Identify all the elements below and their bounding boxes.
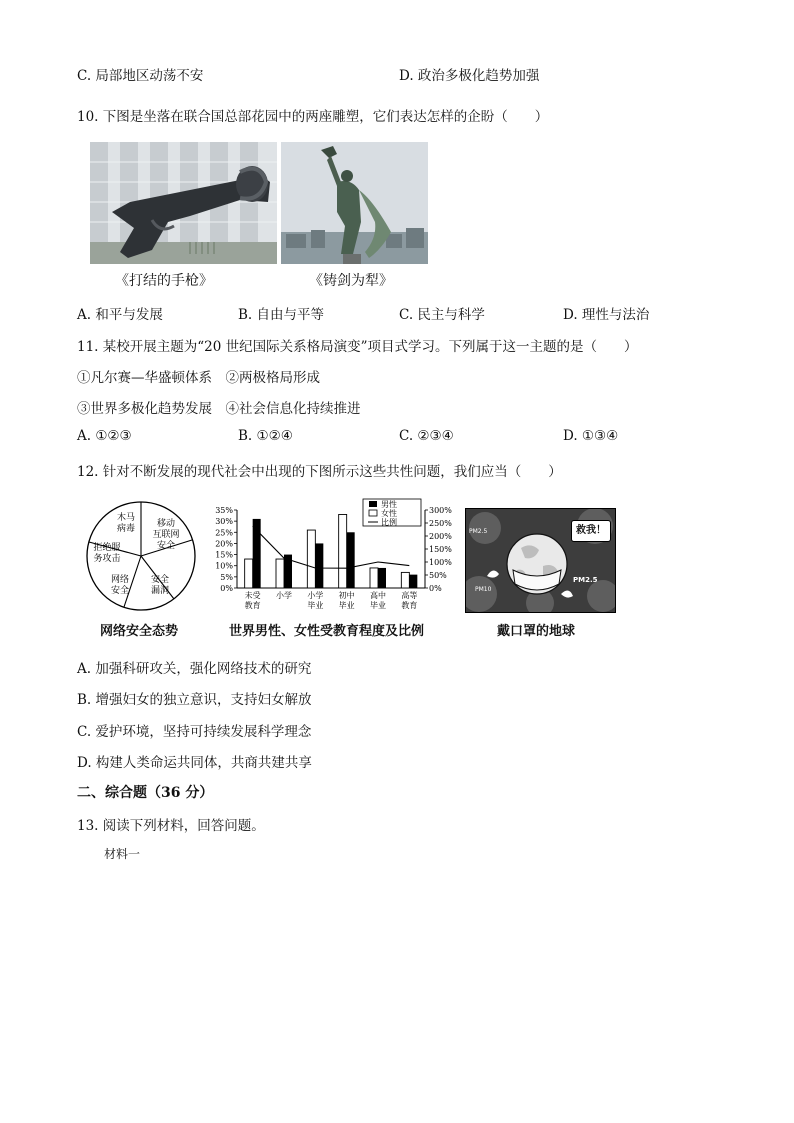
- cartoon-speech-bubble: 救我！: [571, 520, 611, 542]
- q10-option-c: C. 民主与科学: [399, 307, 485, 323]
- pie-label-network: 网络安全: [110, 575, 130, 596]
- y-tick-label-right: 100%: [429, 558, 452, 567]
- x-tick-label: 高中毕业: [370, 591, 386, 610]
- q10-option-b: B. 自由与平等: [238, 307, 325, 323]
- network-security-pie: [84, 498, 202, 620]
- q11-option-b: B. ①②④: [238, 428, 293, 444]
- q10-option-d: D. 理性与法治: [563, 307, 650, 323]
- bar-male: [315, 543, 323, 588]
- education-bar-chart: [205, 496, 460, 618]
- y-tick-label-left: 15%: [215, 550, 233, 560]
- cartoon-title: 戴口罩的地球: [497, 624, 576, 639]
- section2-heading: 二、综合题（36 分）: [77, 785, 214, 801]
- y-tick-label-left: 30%: [215, 517, 233, 527]
- y-tick-label-left: 10%: [215, 561, 233, 571]
- caption-swords-to-plowshares: 《铸剑为犁》: [309, 273, 393, 289]
- y-tick-label-right: 200%: [429, 532, 452, 541]
- x-tick-label: 高等教育: [401, 591, 418, 610]
- legend-male-swatch: [369, 501, 377, 507]
- y-tick-label-right: 250%: [429, 519, 452, 528]
- x-tick-label: 小学: [276, 591, 292, 600]
- y-tick-label-right: 300%: [429, 506, 452, 515]
- q12-option-a: A. 加强科研攻关，强化网络技术的研究: [77, 661, 312, 677]
- y-tick-label-right: 50%: [429, 571, 447, 580]
- q13-stem: 13. 阅读下列材料，回答问题。: [77, 818, 265, 834]
- q13-material-label: 材料一: [104, 847, 141, 861]
- cartoon-label-pm10: PM10: [475, 586, 492, 593]
- q11-stem: 11. 某校开展主题为“20 世纪国际关系格局演变”项目式学习。下列属于这一主题的是（ ）: [77, 339, 638, 355]
- y-tick-label-left: 25%: [215, 528, 233, 538]
- q12-option-d: D. 构建人类命运共同体，共商共建共享: [77, 755, 312, 771]
- legend-female: 女性: [381, 509, 397, 518]
- bar-male: [378, 568, 386, 588]
- legend-female-swatch: [369, 510, 377, 516]
- y-tick-label-right: 0%: [429, 584, 442, 593]
- y-tick-label-left: 35%: [215, 506, 233, 515]
- bar-female: [370, 568, 378, 588]
- masked-earth-cartoon: [465, 508, 616, 613]
- y-tick-label-left: 20%: [215, 539, 233, 549]
- q11-option-d: D. ①③④: [563, 428, 619, 444]
- bar-chart-title: 世界男性、女性受教育程度及比例: [229, 624, 425, 639]
- q10-option-a: A. 和平与发展: [77, 307, 163, 323]
- q10-stem: 10. 下图是坐落在联合国总部花园中的两座雕塑，它们表达怎样的企盼（ ）: [77, 109, 549, 125]
- q12-option-c: C. 爱护环境，坚持可持续发展科学理念: [77, 724, 312, 740]
- bar-male: [347, 532, 355, 588]
- bar-female: [339, 514, 347, 588]
- pie-label-mobile: 移动互联网安全: [152, 519, 180, 551]
- legend-male: 男性: [381, 500, 397, 509]
- pie-label-trojan: 木马病毒: [116, 513, 136, 534]
- y-tick-label-right: 150%: [429, 545, 452, 554]
- bar-female: [245, 559, 253, 588]
- x-tick-label: 未受教育: [244, 591, 261, 610]
- bar-female: [401, 572, 409, 588]
- pie-title: 网络安全态势: [100, 624, 179, 639]
- pie-label-dos: 拒绝服务攻击: [93, 543, 121, 564]
- x-tick-label: 初中毕业: [338, 591, 355, 610]
- caption-knotted-gun: 《打结的手枪》: [115, 273, 213, 289]
- chart-legend: [363, 499, 421, 527]
- q12-option-b: B. 增强妇女的独立意识，支持妇女解放: [77, 692, 312, 708]
- swords-to-plowshares-sculpture-image: [281, 142, 428, 264]
- bar-male: [409, 575, 417, 588]
- q11-option-a: A. ①②③: [77, 428, 132, 444]
- cartoon-label-pm25-top: PM2.5: [469, 528, 488, 535]
- bar-male: [253, 519, 261, 588]
- y-tick-label-left: 0%: [220, 584, 233, 593]
- q9-option-d: D. 政治多极化趋势加强: [399, 68, 540, 84]
- x-tick-label: 小学毕业: [307, 591, 324, 610]
- bar-female: [276, 559, 284, 588]
- y-tick-label-left: 5%: [220, 572, 233, 582]
- q11-option-c: C. ②③④: [399, 428, 454, 444]
- q11-items-line2: ③世界多极化趋势发展 ④社会信息化持续推进: [77, 401, 361, 417]
- q12-stem: 12. 针对不断发展的现代社会中出现的下图所示这些共性问题，我们应当（ ）: [77, 464, 562, 480]
- bar-female: [307, 530, 315, 588]
- legend-ratio: 比例: [381, 518, 397, 527]
- knotted-gun-sculpture-image: [90, 142, 277, 264]
- cartoon-label-pm25: PM2.5: [573, 576, 598, 584]
- pie-label-vuln: 安全漏洞: [150, 575, 170, 596]
- q9-option-c: C. 局部地区动荡不安: [77, 68, 204, 84]
- q11-items-line1: ①凡尔赛—华盛顿体系 ②两极格局形成: [77, 370, 320, 386]
